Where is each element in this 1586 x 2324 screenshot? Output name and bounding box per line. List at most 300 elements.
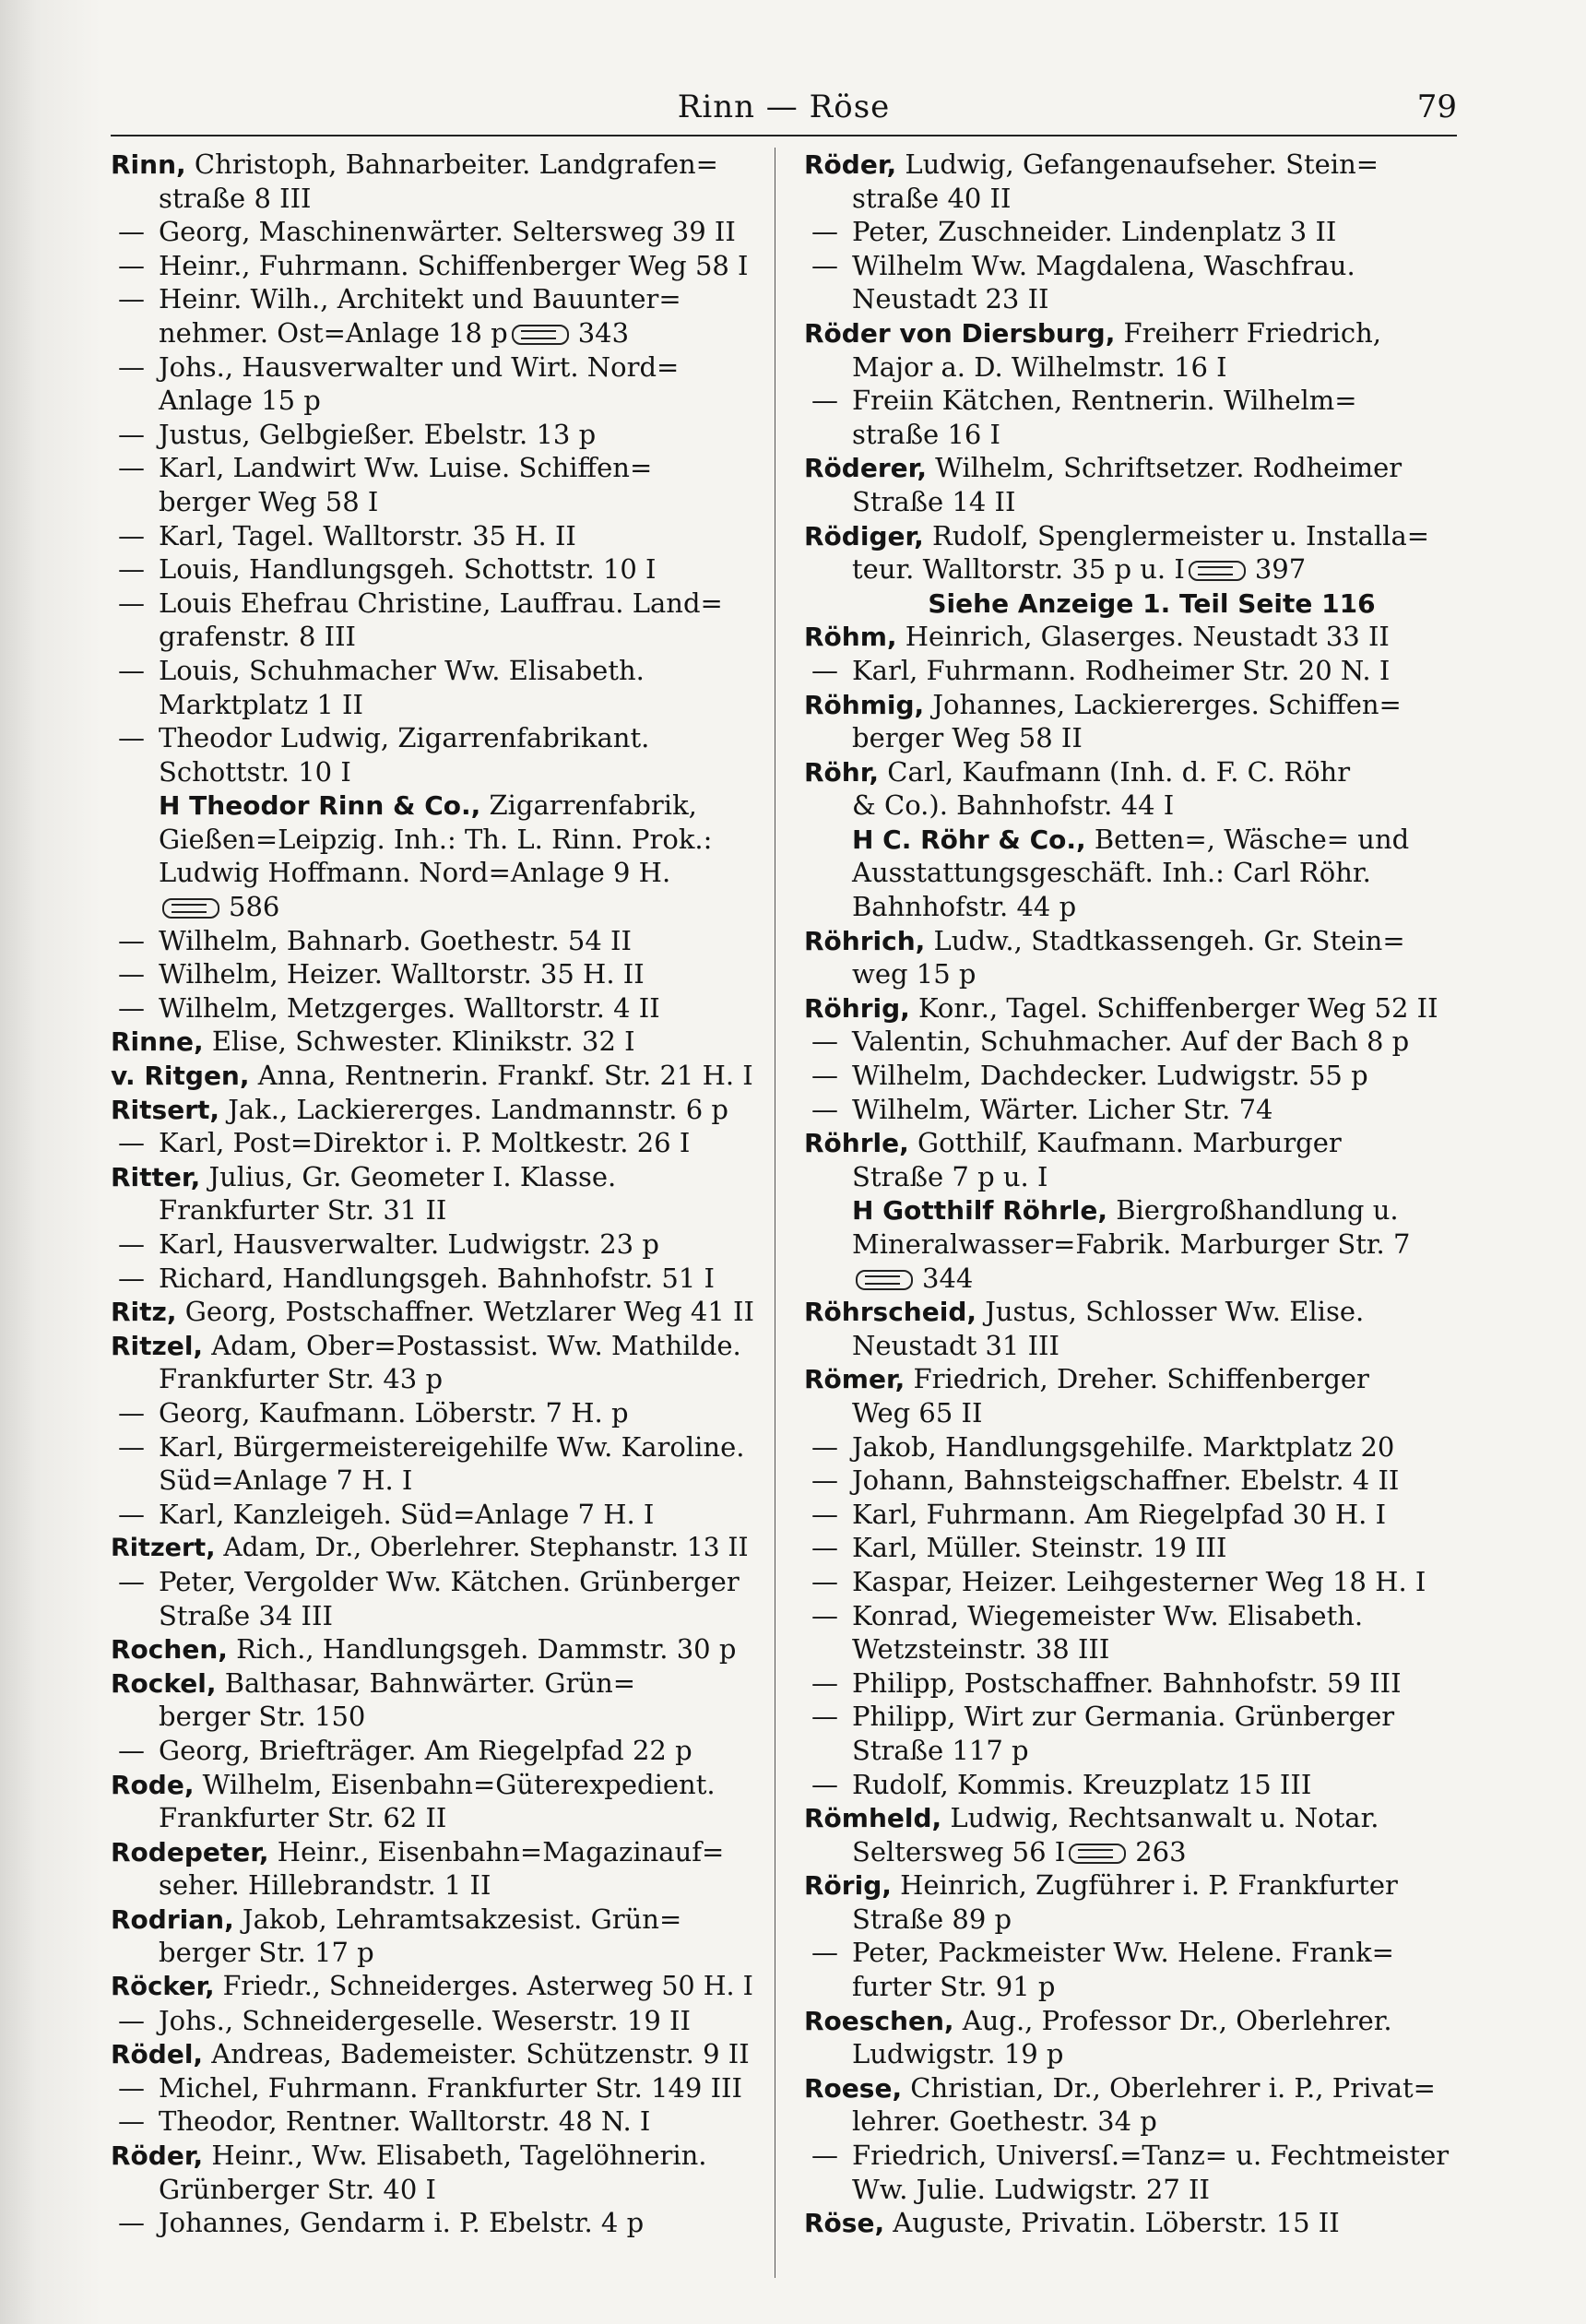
entry-name: Röder, <box>111 2140 204 2172</box>
entry-name: Ritz, <box>111 1297 177 1328</box>
ditto-dash: — <box>811 1498 838 1530</box>
ditto-dash: — <box>118 1228 145 1260</box>
entry-text: nehmer. Ost=Anlage 18 p <box>159 316 508 349</box>
continuation-line <box>111 1801 758 1835</box>
telephone-icon <box>1069 1844 1126 1864</box>
entry-text: Jakob, Lehramtsakzesist. Grün= <box>233 1903 682 1935</box>
sub-entry-line <box>111 451 758 485</box>
entry-name: Röcker, <box>111 1972 215 2002</box>
continuation-line <box>111 384 758 418</box>
entry-text: Balthasar, Bahnwärter. Grün= <box>216 1666 636 1699</box>
entry-name: Röder von Diersburg, <box>804 317 1116 349</box>
telephone-icon <box>512 325 569 345</box>
continuation-line <box>111 856 758 890</box>
continuation-line <box>804 1329 1451 1363</box>
sub-entry-line <box>804 1025 1451 1059</box>
entry-text: Johs., Hausverwalter und Wirt. Nord= <box>159 350 680 383</box>
sub-entry-line <box>804 1464 1451 1498</box>
ditto-dash: — <box>118 2004 145 2036</box>
continuation-line <box>111 620 758 654</box>
sub-entry-line <box>804 1700 1451 1734</box>
entry-text: Wilhelm, Dachdecker. Ludwigstr. 55 p <box>852 1060 1368 1092</box>
continuation-line <box>111 823 758 857</box>
entry-text: Ludwig Hoffmann. Nord=Anlage 9 H. <box>159 857 671 889</box>
sub-entry-line <box>111 924 758 958</box>
ditto-dash: — <box>811 385 838 417</box>
entry-name: Röhrich, <box>804 925 926 956</box>
entry-text: grafenstr. 8 III <box>159 621 356 653</box>
entry-text: Adam, Ober=Postassist. Ww. Mathilde. <box>203 1329 741 1361</box>
telephone-number: 397 <box>1254 553 1307 586</box>
sub-entry-line <box>111 1734 758 1768</box>
entry-text: Mineralwasser=Fabrik. Marburger Str. 7 <box>852 1228 1411 1260</box>
entry-name: Röhmig, <box>804 689 925 720</box>
entry-text: Heinr., Fuhrmann. Schiffenberger Weg 58 I <box>159 249 749 281</box>
entry-line <box>111 148 758 182</box>
sub-entry-line <box>111 2105 758 2139</box>
entry-text: Auguste, Privatin. Löberstr. 15 II <box>884 2207 1340 2239</box>
entry-text: Friedrich, Universſ.=Tanz= u. Fechtmeister <box>852 2140 1450 2172</box>
entry-text: Freiherr Friedrich, <box>1115 316 1382 349</box>
entry-text: Wilhelm, Bahnarb. Goethestr. 54 II <box>159 924 632 956</box>
entry-text: Weg 65 II <box>852 1396 983 1429</box>
entry-line <box>111 1835 758 1869</box>
entry-name: v. Ritgen, <box>111 1061 250 1092</box>
continuation-line <box>804 2173 1451 2207</box>
entry-text: Johannes, Lackiererges. Schiffen= <box>924 688 1402 720</box>
continuation-line <box>111 1464 758 1498</box>
entry-text: Jak., Lackiererges. Landmannstr. 6 p <box>219 1093 728 1125</box>
ditto-dash: — <box>118 553 145 586</box>
entry-text: Georg, Postschaffner. Wetzlarer Weg 41 II <box>176 1296 754 1328</box>
sub-entry-line <box>804 249 1451 283</box>
entry-name: Röhrscheid, <box>804 1297 977 1328</box>
entry-text: Philipp, Postschaffner. Bahnhofstr. 59 III <box>852 1666 1402 1699</box>
entry-line <box>804 924 1451 958</box>
ditto-dash: — <box>811 654 838 686</box>
ditto-dash: — <box>811 1464 838 1497</box>
continuation-line <box>804 350 1451 385</box>
ditto-dash: — <box>118 1565 145 1597</box>
telephone-icon <box>1189 561 1246 581</box>
entry-text: Ludwigstr. 19 p <box>852 2038 1064 2070</box>
left-column <box>111 148 758 2240</box>
continuation-line <box>804 1396 1451 1430</box>
entry-text: Wilhelm, Heizer. Walltorstr. 35 H. II <box>159 958 645 990</box>
continuation-line <box>804 1160 1451 1194</box>
entry-text: Karl, Tagel. Walltorstr. 35 H. II <box>159 519 576 551</box>
entry-text: Elise, Schwester. Klinikstr. 32 I <box>203 1026 635 1058</box>
entry-text: Georg, Briefträger. Am Riegelpfad 22 p <box>159 1734 692 1766</box>
entry-text: Karl, Hausverwalter. Ludwigstr. 23 p <box>159 1228 659 1260</box>
entry-name: Rinne, <box>111 1026 204 1058</box>
entry-text: straße 8 III <box>159 182 312 214</box>
entry-name: Röhrle, <box>804 1128 909 1159</box>
telephone-number: 343 <box>577 316 630 349</box>
entry-line <box>111 1329 758 1363</box>
sub-entry-line <box>804 2139 1451 2173</box>
telephone-number: 586 <box>229 891 280 923</box>
sub-entry-line <box>111 2206 758 2240</box>
entry-text: Philipp, Wirt zur Germania. Grünberger <box>852 1701 1395 1733</box>
entry-line <box>804 1868 1451 1903</box>
ditto-dash: — <box>118 924 145 956</box>
ditto-dash: — <box>118 2207 145 2239</box>
entry-line <box>804 2071 1451 2105</box>
entry-text: Straße 89 p <box>852 1903 1012 1935</box>
sub-entry-line <box>804 1531 1451 1565</box>
entry-text: teur. Walltorstr. 35 p u. I <box>852 553 1185 586</box>
entry-text: Georg, Kaufmann. Löberstr. 7 H. p <box>159 1396 629 1429</box>
entry-text: Wilhelm, Metzgerges. Walltorstr. 4 II <box>159 991 660 1024</box>
continuation-line <box>804 182 1451 216</box>
notice-line <box>804 587 1451 621</box>
ditto-dash: — <box>811 1060 838 1092</box>
ditto-dash: — <box>118 1734 145 1766</box>
entry-line <box>111 1093 758 1127</box>
entry-text: Betten=, Wäsche= und <box>1085 823 1410 855</box>
continuation-line <box>804 721 1451 755</box>
sub-entry-line <box>804 215 1451 249</box>
entry-line <box>804 688 1451 722</box>
entry-text: Frankfurter Str. 43 p <box>159 1363 444 1395</box>
entry-text: Anna, Rentnerin. Frankf. Str. 21 H. I <box>249 1060 753 1092</box>
continuation-line <box>111 485 758 519</box>
entry-text: Justus, Gelbgießer. Ebelstr. 13 p <box>159 418 597 450</box>
entry-text: Straße 14 II <box>852 485 1016 517</box>
entry-text: Peter, Packmeister Ww. Helene. Frank= <box>852 1937 1394 1969</box>
entry-line <box>111 1160 758 1194</box>
entry-name: Röhm, <box>804 622 897 653</box>
entry-line <box>111 2037 758 2071</box>
sub-entry-line <box>804 1430 1451 1464</box>
entry-name: Röder, <box>804 149 897 180</box>
continuation-line <box>804 552 1451 587</box>
sub-entry-line <box>111 2004 758 2038</box>
entry-text: Grünberger Str. 40 I <box>159 2173 436 2205</box>
entry-text: Heinrich, Zugführer i. P. Frankfurter <box>891 1869 1398 1902</box>
entry-text: berger Str. 150 <box>159 1701 366 1733</box>
sub-entry-line <box>111 1498 758 1532</box>
entry-text: Heinrich, Glaserges. Neustadt 33 II <box>896 621 1390 653</box>
continuation-line <box>111 316 758 350</box>
ditto-dash: — <box>118 958 145 990</box>
entry-text: Karl, Fuhrmann. Rodheimer Str. 20 N. I <box>852 654 1391 686</box>
entry-text: Ausstattungsgeschäft. Inh.: Carl Röhr. <box>852 857 1371 889</box>
ditto-dash: — <box>118 283 145 315</box>
entry-text: Georg, Maschinenwärter. Seltersweg 39 II <box>159 216 736 248</box>
entry-text: Seltersweg 56 I <box>852 1835 1066 1868</box>
entry-line <box>804 316 1451 350</box>
entry-text: Heinr., Eisenbahn=Magazinauf= <box>268 1835 725 1868</box>
ditto-dash: — <box>811 1026 838 1058</box>
ditto-dash: — <box>811 1666 838 1699</box>
entry-name: Rode, <box>111 1769 195 1800</box>
entry-name: Rödiger, <box>804 520 924 551</box>
entry-name: Roeschen, <box>804 2005 954 2036</box>
ditto-dash: — <box>118 991 145 1024</box>
entry-text: & Co.). Bahnhofstr. 44 I <box>852 789 1175 822</box>
entry-line <box>804 1295 1451 1329</box>
continuation-line <box>111 1700 758 1734</box>
ditto-dash: — <box>811 1937 838 1969</box>
entry-name: H Theodor Rinn & Co., <box>159 790 481 822</box>
entry-text: Johs., Schneidergeselle. Weserstr. 19 II <box>159 2004 691 2036</box>
entry-text: Karl, Kanzleigeh. Süd=Anlage 7 H. I <box>159 1498 655 1530</box>
entry-name: Rörig, <box>804 1870 892 1902</box>
entry-text: Wilhelm, Schriftsetzer. Rodheimer <box>926 452 1403 484</box>
entry-text: Wetzsteinstr. 38 III <box>852 1633 1110 1666</box>
entry-text: Johann, Bahnsteigschaffner. Ebelstr. 4 II <box>852 1464 1400 1497</box>
entry-line <box>111 1632 758 1666</box>
entry-line <box>804 2206 1451 2240</box>
entry-name: H Gotthilf Röhrle, <box>852 1195 1107 1227</box>
entry-name: Rockel, <box>111 1667 217 1699</box>
entry-line <box>111 1768 758 1802</box>
telephone-number: 344 <box>922 1262 974 1294</box>
ditto-dash: — <box>811 1093 838 1125</box>
ditto-dash: — <box>118 1396 145 1429</box>
entry-text: Peter, Vergolder Ww. Kätchen. Grünberger <box>159 1565 740 1597</box>
entry-text: Karl, Landwirt Ww. Luise. Schiffen= <box>159 452 653 484</box>
continuation-line <box>804 282 1451 316</box>
entry-text: Konrad, Wiegemeister Ww. Elisabeth. <box>852 1599 1364 1631</box>
sub-entry-line <box>804 654 1451 688</box>
entry-text: Gotthilf, Kaufmann. Marburger <box>908 1127 1342 1159</box>
entry-name: Rochen, <box>111 1634 228 1666</box>
entry-line <box>111 1025 758 1059</box>
entry-name: H C. Röhr & Co., <box>852 824 1086 855</box>
entry-name: Rinn, <box>111 149 186 180</box>
sub-entry-line <box>111 552 758 587</box>
entry-name: Römer, <box>804 1364 905 1395</box>
sub-entry-line <box>804 1093 1451 1127</box>
sub-entry-line <box>111 957 758 991</box>
entry-line <box>804 620 1451 654</box>
entry-line <box>111 1903 758 1937</box>
entry-text: Straße 7 p u. I <box>852 1160 1048 1192</box>
entry-text: Frankfurter Str. 62 II <box>159 1802 447 1834</box>
sub-entry-line <box>111 991 758 1026</box>
entry-text: Freiin Kätchen, Rentnerin. Wilhelm= <box>852 385 1357 417</box>
entry-text: Adam, Dr., Oberlehrer. Stephanstr. 13 II <box>215 1532 749 1563</box>
entry-text: Anlage 15 p <box>159 385 321 417</box>
ditto-dash: — <box>811 1430 838 1463</box>
page-number: 79 <box>1416 89 1457 125</box>
continuation-line <box>804 1262 1451 1296</box>
sub-entry-line <box>804 1565 1451 1599</box>
entry-text: furter Str. 91 p <box>852 1971 1056 2003</box>
entry-name: Rodrian, <box>111 1903 234 1935</box>
continuation-line <box>804 1734 1451 1768</box>
continuation-line <box>111 688 758 722</box>
entry-name: Ritsert, <box>111 1094 220 1125</box>
right-column <box>804 148 1451 2240</box>
sub-entry-line <box>111 1262 758 1296</box>
entry-text: Friedrich, Dreher. Schiffenberger <box>905 1363 1369 1395</box>
continuation-line <box>111 1936 758 1970</box>
continuation-line <box>804 1632 1451 1666</box>
entry-text: Wilhelm Ww. Magdalena, Waschfrau. <box>852 249 1355 281</box>
entry-text: Bahnhofstr. 44 p <box>852 891 1077 923</box>
ditto-dash: — <box>118 452 145 484</box>
ditto-dash: — <box>811 1599 838 1631</box>
sub-entry-line <box>111 418 758 452</box>
continuation-line <box>111 1599 758 1633</box>
sub-entry-line <box>111 215 758 249</box>
ditto-dash: — <box>118 722 145 754</box>
telephone-number: 263 <box>1135 1835 1187 1868</box>
entry-text: Frankfurter Str. 31 II <box>159 1194 447 1227</box>
ditto-dash: — <box>811 1532 838 1564</box>
entry-text: Jakob, Handlungsgehilfe. Marktplatz 20 <box>852 1430 1395 1463</box>
entry-text: Louis, Handlungsgeh. Schottstr. 10 I <box>159 553 657 586</box>
entry-line <box>111 1531 758 1565</box>
entry-name: Ritzel, <box>111 1330 204 1361</box>
entry-text: Karl, Müller. Steinstr. 19 III <box>852 1532 1227 1564</box>
sub-entry-line <box>804 1936 1451 1970</box>
entry-text: Kaspar, Heizer. Leihgesterner Weg 18 H. I <box>852 1565 1426 1597</box>
entry-text: Neustadt 23 II <box>852 283 1049 315</box>
company-entry-line <box>111 788 758 823</box>
entry-text: berger Str. 17 p <box>159 1937 374 1969</box>
continuation-line <box>804 485 1451 519</box>
continuation-line <box>804 1835 1451 1869</box>
continuation-line <box>804 788 1451 823</box>
entry-text: Aug., Professor Dr., Oberlehrer. <box>953 2004 1392 2036</box>
company-entry-line <box>804 823 1451 857</box>
sub-entry-line <box>111 249 758 283</box>
ditto-dash: — <box>118 519 145 551</box>
ditto-dash: — <box>118 2105 145 2138</box>
ditto-dash: — <box>811 1565 838 1597</box>
ditto-dash: — <box>118 2071 145 2104</box>
ditto-dash: — <box>118 249 145 281</box>
entry-text: Heinr. Wilh., Architekt und Bauunter= <box>159 283 681 315</box>
entry-text: Justus, Schlosser Ww. Elise. <box>976 1296 1365 1328</box>
entry-text: Ludw., Stadtkassengeh. Gr. Stein= <box>925 924 1405 956</box>
telephone-icon <box>162 898 219 919</box>
entry-line <box>804 755 1451 789</box>
entry-text: Biergroßhandlung u. <box>1107 1194 1399 1227</box>
ditto-dash: — <box>118 216 145 248</box>
entry-text: Richard, Handlungsgeh. Bahnhofstr. 51 I <box>159 1262 715 1294</box>
entry-text: Marktplatz 1 II <box>159 688 363 720</box>
continuation-line <box>804 890 1451 924</box>
entry-name: Ritzert, <box>111 1534 216 1563</box>
entry-name: Röderer, <box>804 453 927 484</box>
entry-text: Christoph, Bahnarbeiter. Landgrafen= <box>185 148 718 180</box>
entry-name: Rodepeter, <box>111 1836 269 1868</box>
entry-text: Carl, Kaufmann (Inh. d. F. C. Röhr <box>879 755 1351 788</box>
sub-entry-line <box>111 654 758 688</box>
entry-text: Valentin, Schuhmacher. Auf der Bach 8 p <box>852 1026 1410 1058</box>
entry-line <box>804 1126 1451 1160</box>
continuation-line <box>804 957 1451 991</box>
continuation-line <box>111 1362 758 1396</box>
continuation-line <box>111 1868 758 1903</box>
entry-text: Julius, Gr. Geometer I. Klasse. <box>200 1160 617 1192</box>
entry-text: Ludwig, Rechtsanwalt u. Notar. <box>941 1802 1379 1834</box>
sub-entry-line <box>111 350 758 385</box>
entry-text: Ww. Julie. Ludwigstr. 27 II <box>852 2173 1210 2205</box>
telephone-icon <box>856 1270 913 1290</box>
entry-text: berger Weg 58 I <box>159 485 379 517</box>
entry-text: lehrer. Goethestr. 34 p <box>852 2105 1157 2138</box>
entry-name: Röse, <box>804 2208 885 2239</box>
continuation-line <box>804 1903 1451 1937</box>
continuation-line <box>804 418 1451 452</box>
entry-line <box>804 991 1451 1026</box>
entry-text: Heinr., Ww. Elisabeth, Tagelöhnerin. <box>203 2140 707 2172</box>
entry-line <box>111 2139 758 2173</box>
ditto-dash: — <box>811 249 838 281</box>
ditto-dash: — <box>118 587 145 619</box>
sub-entry-line <box>111 1430 758 1464</box>
entry-text: Friedr., Schneiderges. Asterweg 50 H. I <box>214 1971 753 2002</box>
entry-text: Konr., Tagel. Schiffenberger Weg 52 II <box>909 991 1438 1024</box>
entry-text: Straße 117 p <box>852 1734 1029 1766</box>
entry-text: Andreas, Bademeister. Schützenstr. 9 II <box>203 2038 750 2070</box>
entry-text: Karl, Bürgermeistereigehilfe Ww. Karoline. <box>159 1430 745 1463</box>
sub-entry-line <box>111 1126 758 1160</box>
ditto-dash: — <box>811 1768 838 1800</box>
sub-entry-line <box>111 1565 758 1599</box>
sub-entry-line <box>111 587 758 621</box>
entry-name: Siehe Anzeige 1. Teil Seite 116 <box>928 587 1376 619</box>
ditto-dash: — <box>118 1262 145 1294</box>
sub-entry-line <box>804 1498 1451 1532</box>
continuation-line <box>111 755 758 789</box>
header-rule <box>111 135 1457 136</box>
entry-text: Neustadt 31 III <box>852 1329 1059 1361</box>
entry-text: Straße 34 III <box>159 1599 333 1631</box>
entry-name: Röhr, <box>804 756 880 788</box>
entry-text: Gießen=Leipzig. Inh.: Th. L. Rinn. Prok.: <box>159 823 713 855</box>
entry-text: Ludwig, Gefangenaufseher. Stein= <box>896 148 1379 180</box>
entry-line <box>804 148 1451 182</box>
entry-text: Theodor Ludwig, Zigarrenfabrikant. <box>159 722 650 754</box>
ditto-dash: — <box>118 1498 145 1530</box>
continuation-line <box>111 890 758 924</box>
ditto-dash: — <box>811 216 838 248</box>
entry-name: Rödel, <box>111 2039 204 2070</box>
entry-text: straße 40 II <box>852 182 1012 214</box>
entry-text: Rudolf, Spenglermeister u. Installa= <box>923 519 1430 551</box>
entry-text: Rich., Handlungsgeh. Dammstr. 30 p <box>227 1633 737 1666</box>
entry-name: Röhrig, <box>804 992 910 1024</box>
ditto-dash: — <box>118 654 145 686</box>
entry-text: straße 16 I <box>852 418 1001 450</box>
entry-name: Römheld, <box>804 1803 942 1834</box>
entry-text: Michel, Fuhrmann. Frankfurter Str. 149 III <box>159 2071 742 2104</box>
entry-text: Rudolf, Kommis. Kreuzplatz 15 III <box>852 1768 1312 1800</box>
sub-entry-line <box>111 519 758 553</box>
entry-text: berger Weg 58 II <box>852 722 1083 754</box>
entry-text: Wilhelm, Eisenbahn=Güterexpedient. <box>194 1768 716 1800</box>
entry-text: Christian, Dr., Oberlehrer i. P., Privat= <box>902 2071 1436 2104</box>
continuation-line <box>804 856 1451 890</box>
sub-entry-line <box>804 1768 1451 1802</box>
entry-text: Johannes, Gendarm i. P. Ebelstr. 4 p <box>159 2207 645 2239</box>
sub-entry-line <box>804 1666 1451 1701</box>
entry-text: Süd=Anlage 7 H. I <box>159 1464 413 1497</box>
sub-entry-line <box>111 1227 758 1262</box>
entry-name: Ritter, <box>111 1161 201 1192</box>
sub-entry-line <box>111 1396 758 1430</box>
entry-text: Major a. D. Wilhelmstr. 16 I <box>852 350 1227 383</box>
continuation-line <box>804 2105 1451 2139</box>
